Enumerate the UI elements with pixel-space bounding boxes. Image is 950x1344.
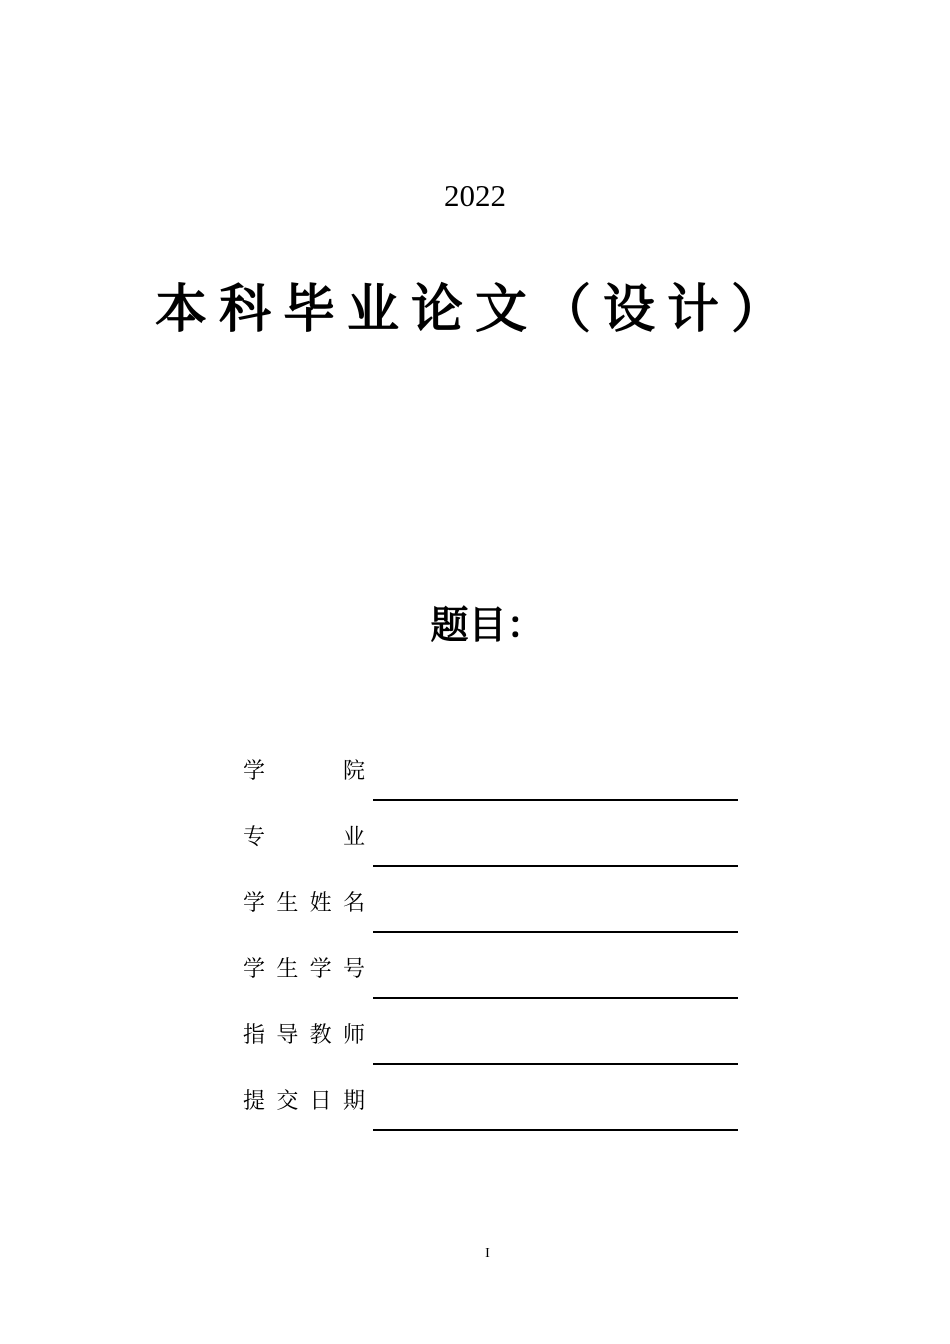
field-student-id [243, 950, 743, 1016]
field-label-major: 专 业 [243, 825, 365, 850]
field-student-name [243, 884, 743, 950]
page-number: I [485, 1246, 490, 1261]
field-label-advisor: 指导教师 [243, 1023, 365, 1048]
year: 2022 [444, 178, 506, 213]
field-line-major[interactable] [373, 865, 738, 867]
document-title: 本科毕业论文（设计） [154, 279, 795, 340]
field-label-submit-date: 提交日期 [243, 1089, 365, 1114]
topic-label: 题目： [430, 603, 545, 647]
field-line-college[interactable] [373, 799, 738, 801]
field-advisor [243, 1016, 743, 1082]
field-college [243, 752, 743, 818]
info-fields [243, 752, 743, 1148]
field-line-student-id[interactable] [373, 997, 738, 999]
field-submit-date [243, 1082, 743, 1148]
field-major [243, 818, 743, 884]
field-line-submit-date[interactable] [373, 1129, 738, 1131]
field-label-student-name: 学生姓名 [243, 891, 365, 916]
field-label-student-id: 学生学号 [243, 957, 365, 982]
field-label-college: 学 院 [243, 759, 365, 784]
field-line-advisor[interactable] [373, 1063, 738, 1065]
field-line-student-name[interactable] [373, 931, 738, 933]
